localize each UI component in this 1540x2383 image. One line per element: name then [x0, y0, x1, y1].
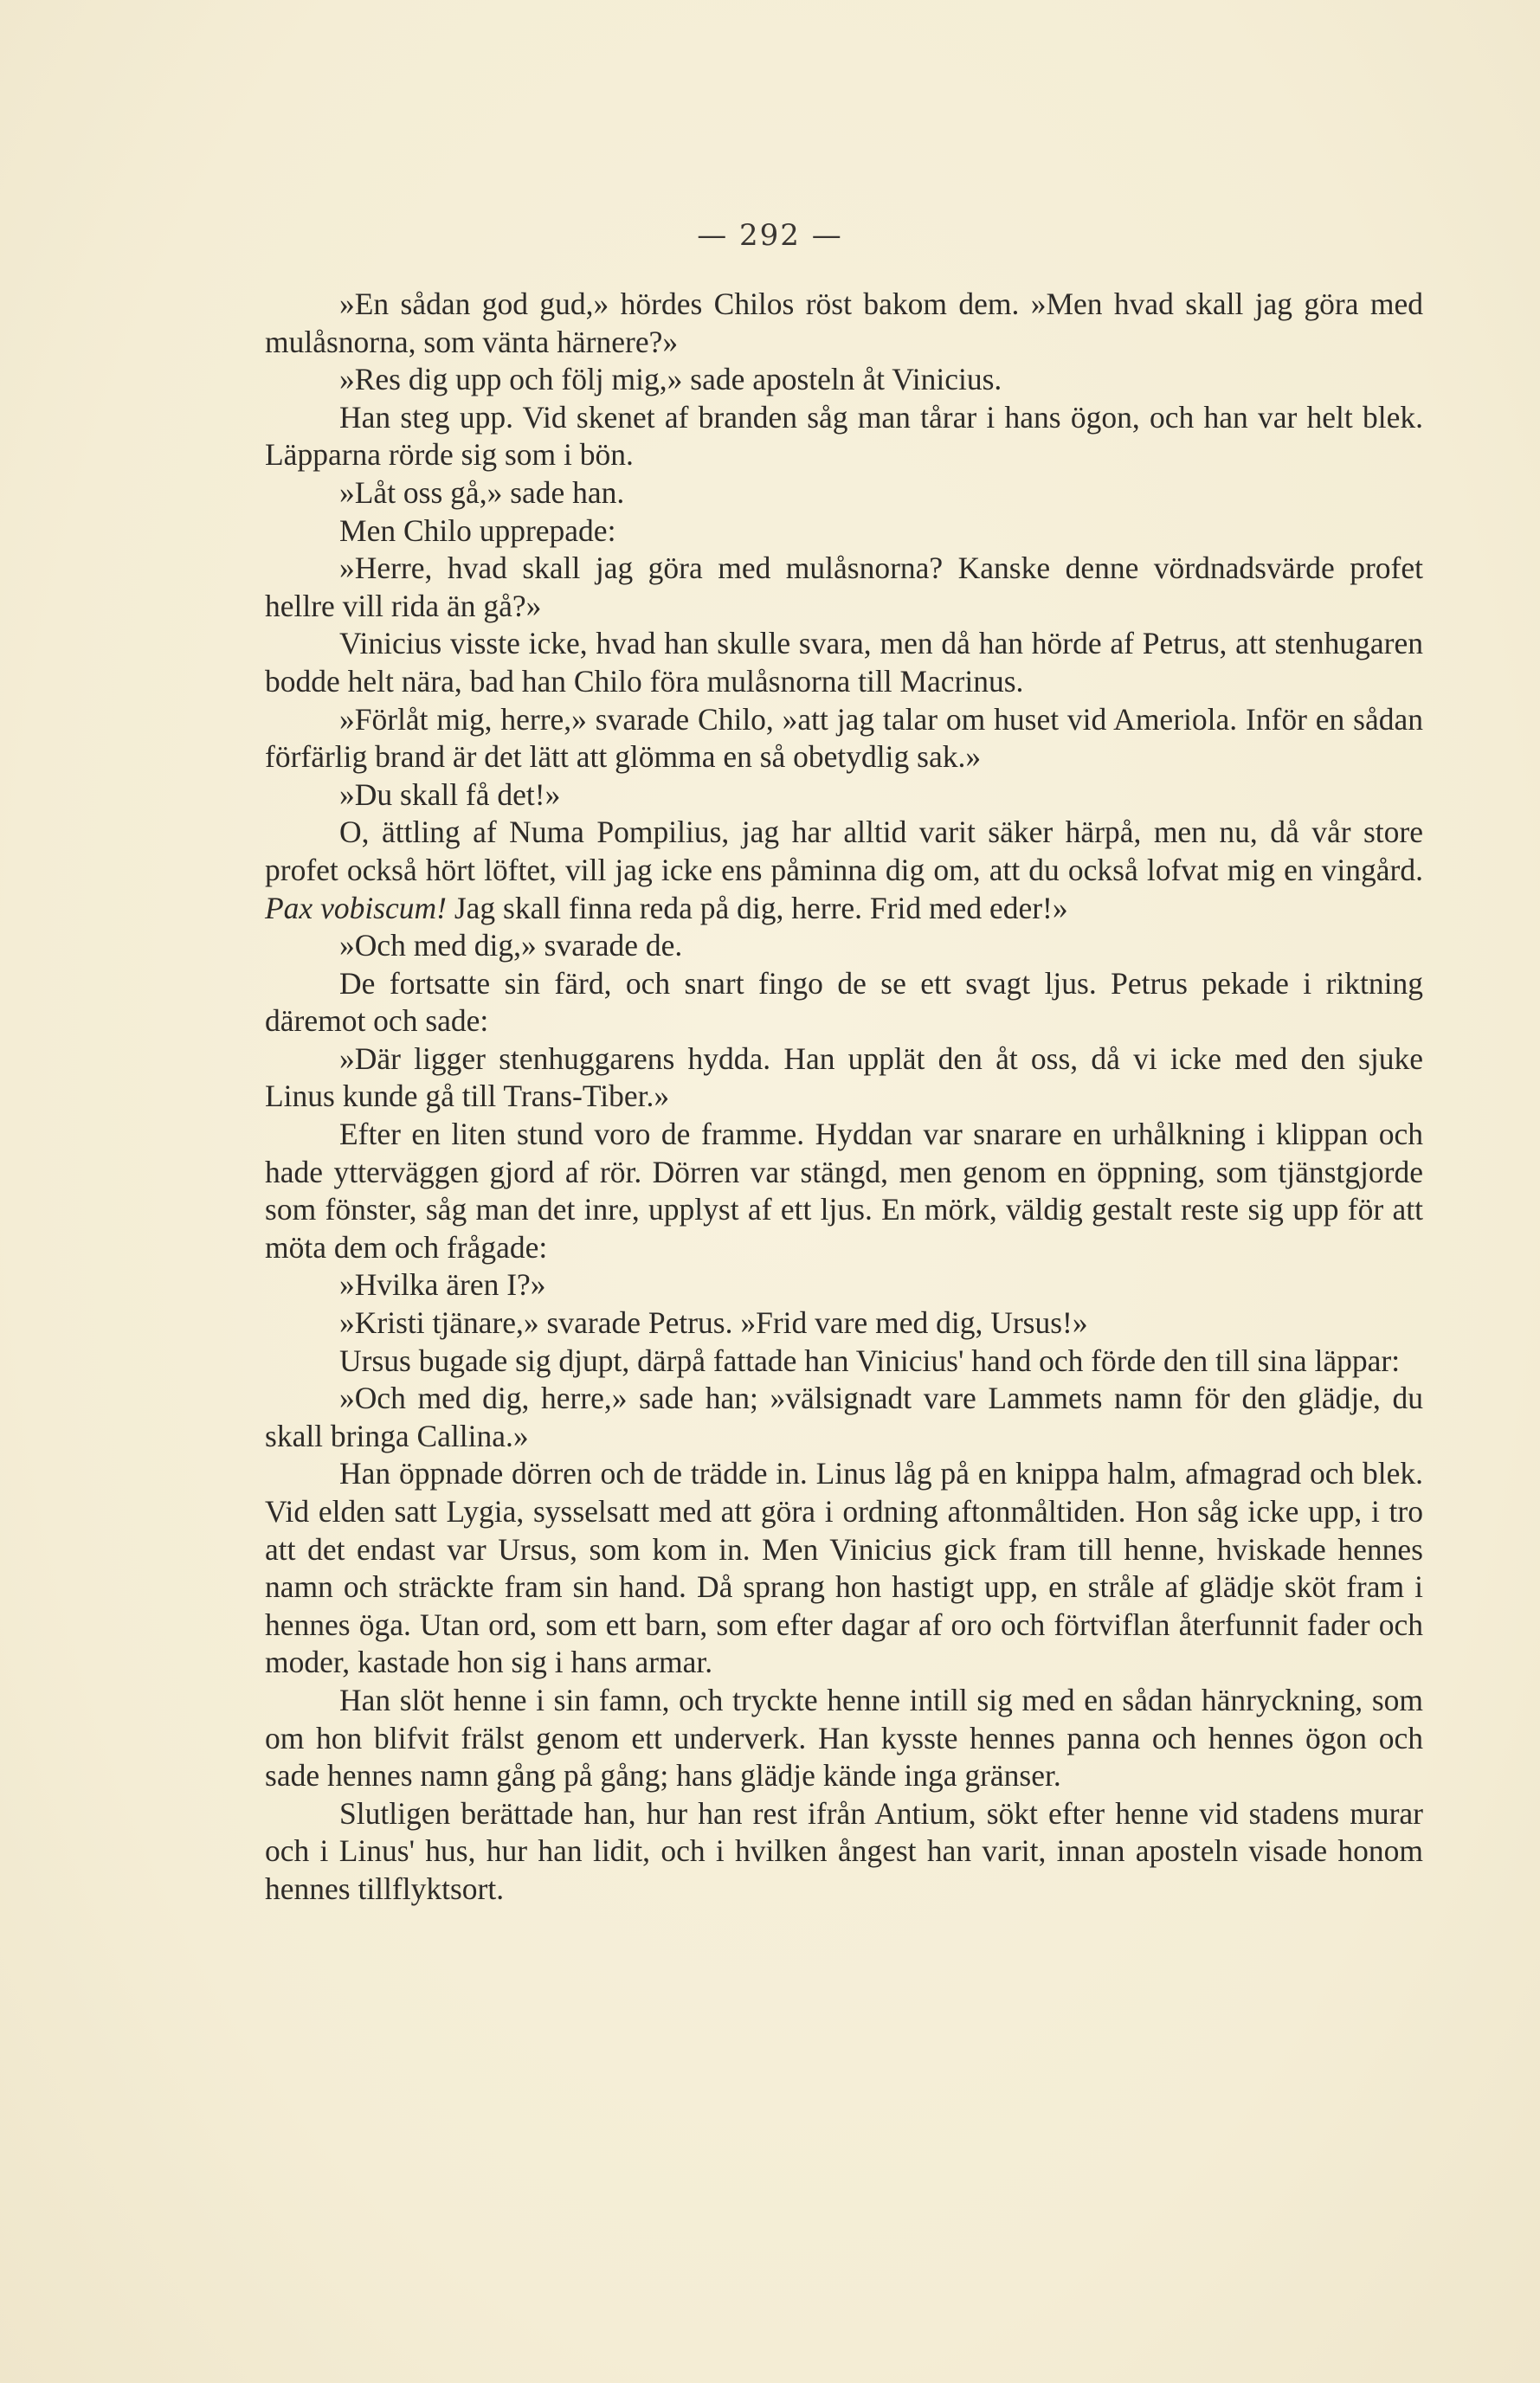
page-number: — 292 — [697, 218, 843, 253]
paragraph: Men Chilo upprepade: [339, 512, 616, 548]
paragraph: »Låt oss gå,» sade han. [339, 474, 625, 510]
paragraph: »Kristi tjänare,» svarade Petrus. »Frid vare med dig, Ursus!» [339, 1305, 1088, 1341]
paragraph: De fortsatte sin färd, och snart fingo de se ett svagt ljus. Petrus pekade i riktning däremot och sade: [265, 965, 1423, 1039]
paragraph: Han öppnade dörren och de trädde in. Linus låg på en knippa halm, afmagrad och blek. Vid elden satt Lygia, sysselsatt med att göra i ordning aftonmåltiden. Hon såg icke upp, i tro att det endast var Ursus, som kom in. Men Vinicius gick fram till henne, hviskade hennes namn och sträckte fram sin hand. Då sprang hon hastigt upp, en stråle af glädje sköt fram i hennes öga. Utan ord, som ett barn, som efter dagar af oro och förtviflan återfunnit fader och moder, kastade hon sig i hans armar. [265, 1456, 1423, 1680]
paragraph: »Hvilka ären I?» [339, 1267, 546, 1303]
paragraph-with-latin [265, 814, 1423, 927]
paragraph: Ursus bugade sig djupt, därpå fattade han Vinicius' hand och förde den till sina läppar: [339, 1343, 1401, 1378]
paragraph: Han steg upp. Vid skenet af branden såg man tårar i hans ögon, och han var helt blek. Läpparna rörde sig som i bön. [265, 399, 1423, 473]
paragraph: »Och med dig, herre,» sade han; »välsignadt vare Lammets namn för den glädje, du skall bringa Callina.» [265, 1381, 1423, 1453]
paragraph-text-after: Jag skall finna reda på dig, herre. Frid med eder!» [446, 890, 1068, 925]
paragraph-text: O, ättling af Numa Pompilius, jag har alltid varit säker härpå, men nu, då vår store profet också hört löftet, vill jag icke ens påminna dig om, att du också lofvat mig en vingård. [265, 815, 1423, 887]
paragraph: Slutligen berättade han, hur han rest ifrån Antium, sökt efter henne vid stadens murar och i Linus' hus, hur han lidit, och i hvilken ångest han varit, innan aposteln visade honom hennes tillflyktsort. [265, 1795, 1423, 1906]
paragraph: »Herre, hvad skall jag göra med mulåsnorna? Kanske denne vördnadsvärde profet hellre vill rida än gå?» [265, 551, 1423, 623]
body-text [265, 286, 1423, 1909]
paragraph: »Res dig upp och följ mig,» sade aposteln åt Vinicius. [339, 362, 1002, 397]
paragraph: »En sådan god gud,» hördes Chilos röst bakom dem. »Men hvad skall jag göra med mulåsnorna, som vänta härnere?» [265, 287, 1423, 359]
paragraph: »Där ligger stenhuggarens hydda. Han upplät den åt oss, då vi icke med den sjuke Linus kunde gå till Trans-Tiber.» [265, 1040, 1423, 1114]
latin-phrase: Pax vobiscum! [265, 890, 447, 925]
paragraph: »Förlåt mig, herre,» svarade Chilo, »att jag talar om huset vid Ameriola. Inför en sådan förfärlig brand är det lätt att glömma en så obetydlig sak.» [265, 701, 1423, 775]
paragraph: Efter en liten stund voro de framme. Hyddan var snarare en urhålkning i klippan och hade ytterväggen gjord af rör. Dörren var stängd, men genom en öppning, som tjänstgjorde som fönster, såg man det inre, upplyst af ett ljus. En mörk, väldig gestalt reste sig upp för att möta dem och frågade: [265, 1117, 1423, 1265]
paragraph: »Du skall få det!» [339, 776, 561, 812]
paragraph: Vinicius visste icke, hvad han skulle svara, men då han hörde af Petrus, att stenhugaren bodde helt nära, bad han Chilo föra mulåsnorna till Macrinus. [265, 626, 1423, 699]
paragraph: Han slöt henne i sin famn, och tryckte henne intill sig med en sådan hänryckning, som om hon blifvit frälst genom ett underverk. Han kysste hennes panna och hennes ögon och sade hennes namn gång på gång; hans glädje kände inga gränser. [265, 1682, 1423, 1794]
paragraph: »Och med dig,» svarade de. [339, 928, 683, 963]
